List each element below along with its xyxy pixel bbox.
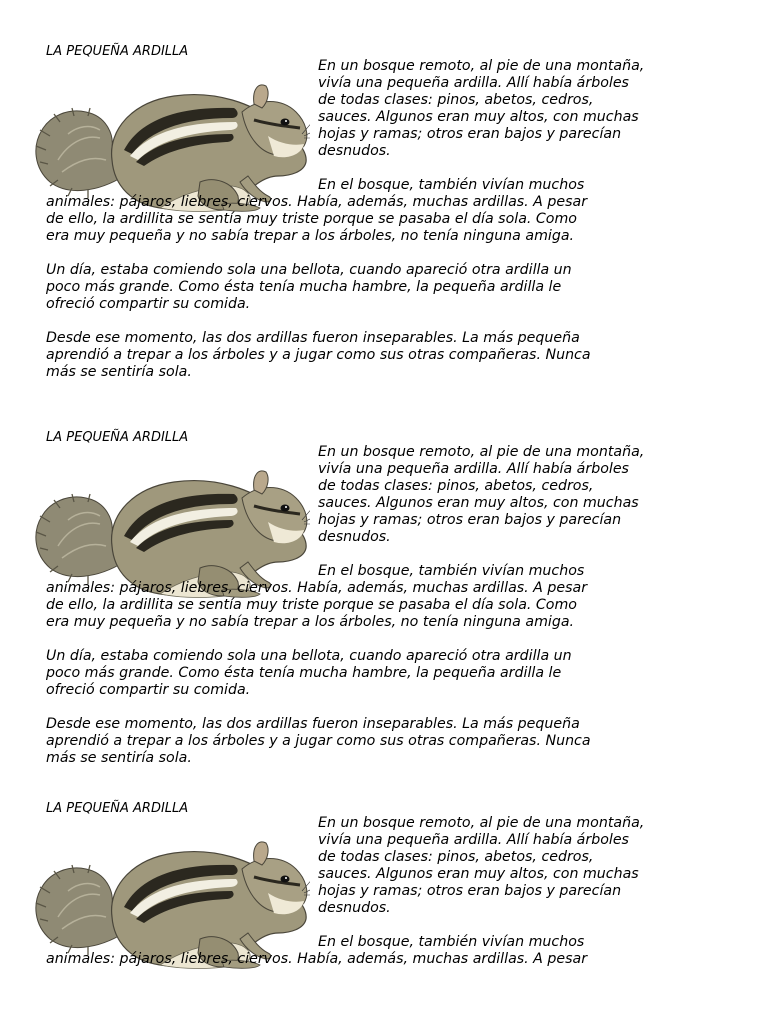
story-title: LA PEQUEÑA ARDILLA (46, 430, 189, 445)
story-text-line: desnudos. (318, 529, 391, 545)
story-text-line: de todas clases: pinos, abetos, cedros, (318, 849, 594, 865)
story-text-line: poco más grande. Como ésta tenía mucha hambre, la pequeña ardilla le (46, 279, 562, 295)
story-text-line: Desde ese momento, las dos ardillas fueron inseparables. La más pequeña (46, 330, 580, 346)
story-text-line: más se sentiría sola. (46, 750, 192, 766)
squirrel-illustration (28, 64, 310, 212)
story-text-line: En un bosque remoto, al pie de una montaña, (318, 444, 645, 460)
story-title: LA PEQUEÑA ARDILLA (46, 44, 189, 59)
story-text-line: vivía una pequeña ardilla. Allí había árboles (318, 461, 629, 477)
story-text-line: animales: pájaros, liebres, ciervos. Había, además, muchas ardillas. A pesar (46, 580, 588, 596)
story-text-line: vivía una pequeña ardilla. Allí había árboles (318, 832, 629, 848)
story-text-line: animales: pájaros, liebres, ciervos. Había, además, muchas ardillas. A pesar (46, 951, 588, 967)
story-text-line: En un bosque remoto, al pie de una montaña, (318, 815, 645, 831)
story-text-line: sauces. Algunos eran muy altos, con muchas (318, 109, 639, 125)
story-text-line: hojas y ramas; otros eran bajos y parecían (318, 512, 622, 528)
story-text-line: hojas y ramas; otros eran bajos y parecían (318, 883, 622, 899)
story-text-line: de ello, la ardillita se sentía muy triste porque se pasaba el día sola. Como (46, 211, 577, 227)
story-text-line: sauces. Algunos eran muy altos, con muchas (318, 866, 639, 882)
story-text-line: En un bosque remoto, al pie de una montaña, (318, 58, 645, 74)
story-text-line: vivía una pequeña ardilla. Allí había árboles (318, 75, 629, 91)
story-text-line: de todas clases: pinos, abetos, cedros, (318, 92, 594, 108)
story-text-line: poco más grande. Como ésta tenía mucha hambre, la pequeña ardilla le (46, 665, 562, 681)
story-text-line: aprendió a trepar a los árboles y a jugar como sus otras compañeras. Nunca (46, 733, 591, 749)
story-text-line: En el bosque, también vivían muchos (318, 934, 585, 950)
story-text-line: era muy pequeña y no sabía trepar a los árboles, no tenía ninguna amiga. (46, 228, 575, 244)
squirrel-illustration (28, 821, 310, 969)
story-text-line: más se sentiría sola. (46, 364, 192, 380)
story-text-line: hojas y ramas; otros eran bajos y parecían (318, 126, 622, 142)
story-text-line: En el bosque, también vivían muchos (318, 177, 585, 193)
story-text-line: desnudos. (318, 143, 391, 159)
story-text-line: animales: pájaros, liebres, ciervos. Había, además, muchas ardillas. A pesar (46, 194, 588, 210)
story-text-line: de ello, la ardillita se sentía muy triste porque se pasaba el día sola. Como (46, 597, 577, 613)
story-text-line: aprendió a trepar a los árboles y a jugar como sus otras compañeras. Nunca (46, 347, 591, 363)
story-text-line: ofreció compartir su comida. (46, 682, 251, 698)
squirrel-illustration (28, 450, 310, 598)
story-text-line: de todas clases: pinos, abetos, cedros, (318, 478, 594, 494)
story-text-line: Un día, estaba comiendo sola una bellota, cuando apareció otra ardilla un (46, 648, 572, 664)
story-text-line: desnudos. (318, 900, 391, 916)
story-text-line: era muy pequeña y no sabía trepar a los árboles, no tenía ninguna amiga. (46, 614, 575, 630)
story-text-line: Un día, estaba comiendo sola una bellota, cuando apareció otra ardilla un (46, 262, 572, 278)
story-text-line: sauces. Algunos eran muy altos, con muchas (318, 495, 639, 511)
story-text-line: En el bosque, también vivían muchos (318, 563, 585, 579)
story-text-line: Desde ese momento, las dos ardillas fueron inseparables. La más pequeña (46, 716, 580, 732)
story-title: LA PEQUEÑA ARDILLA (46, 801, 189, 816)
story-text-line: ofreció compartir su comida. (46, 296, 251, 312)
